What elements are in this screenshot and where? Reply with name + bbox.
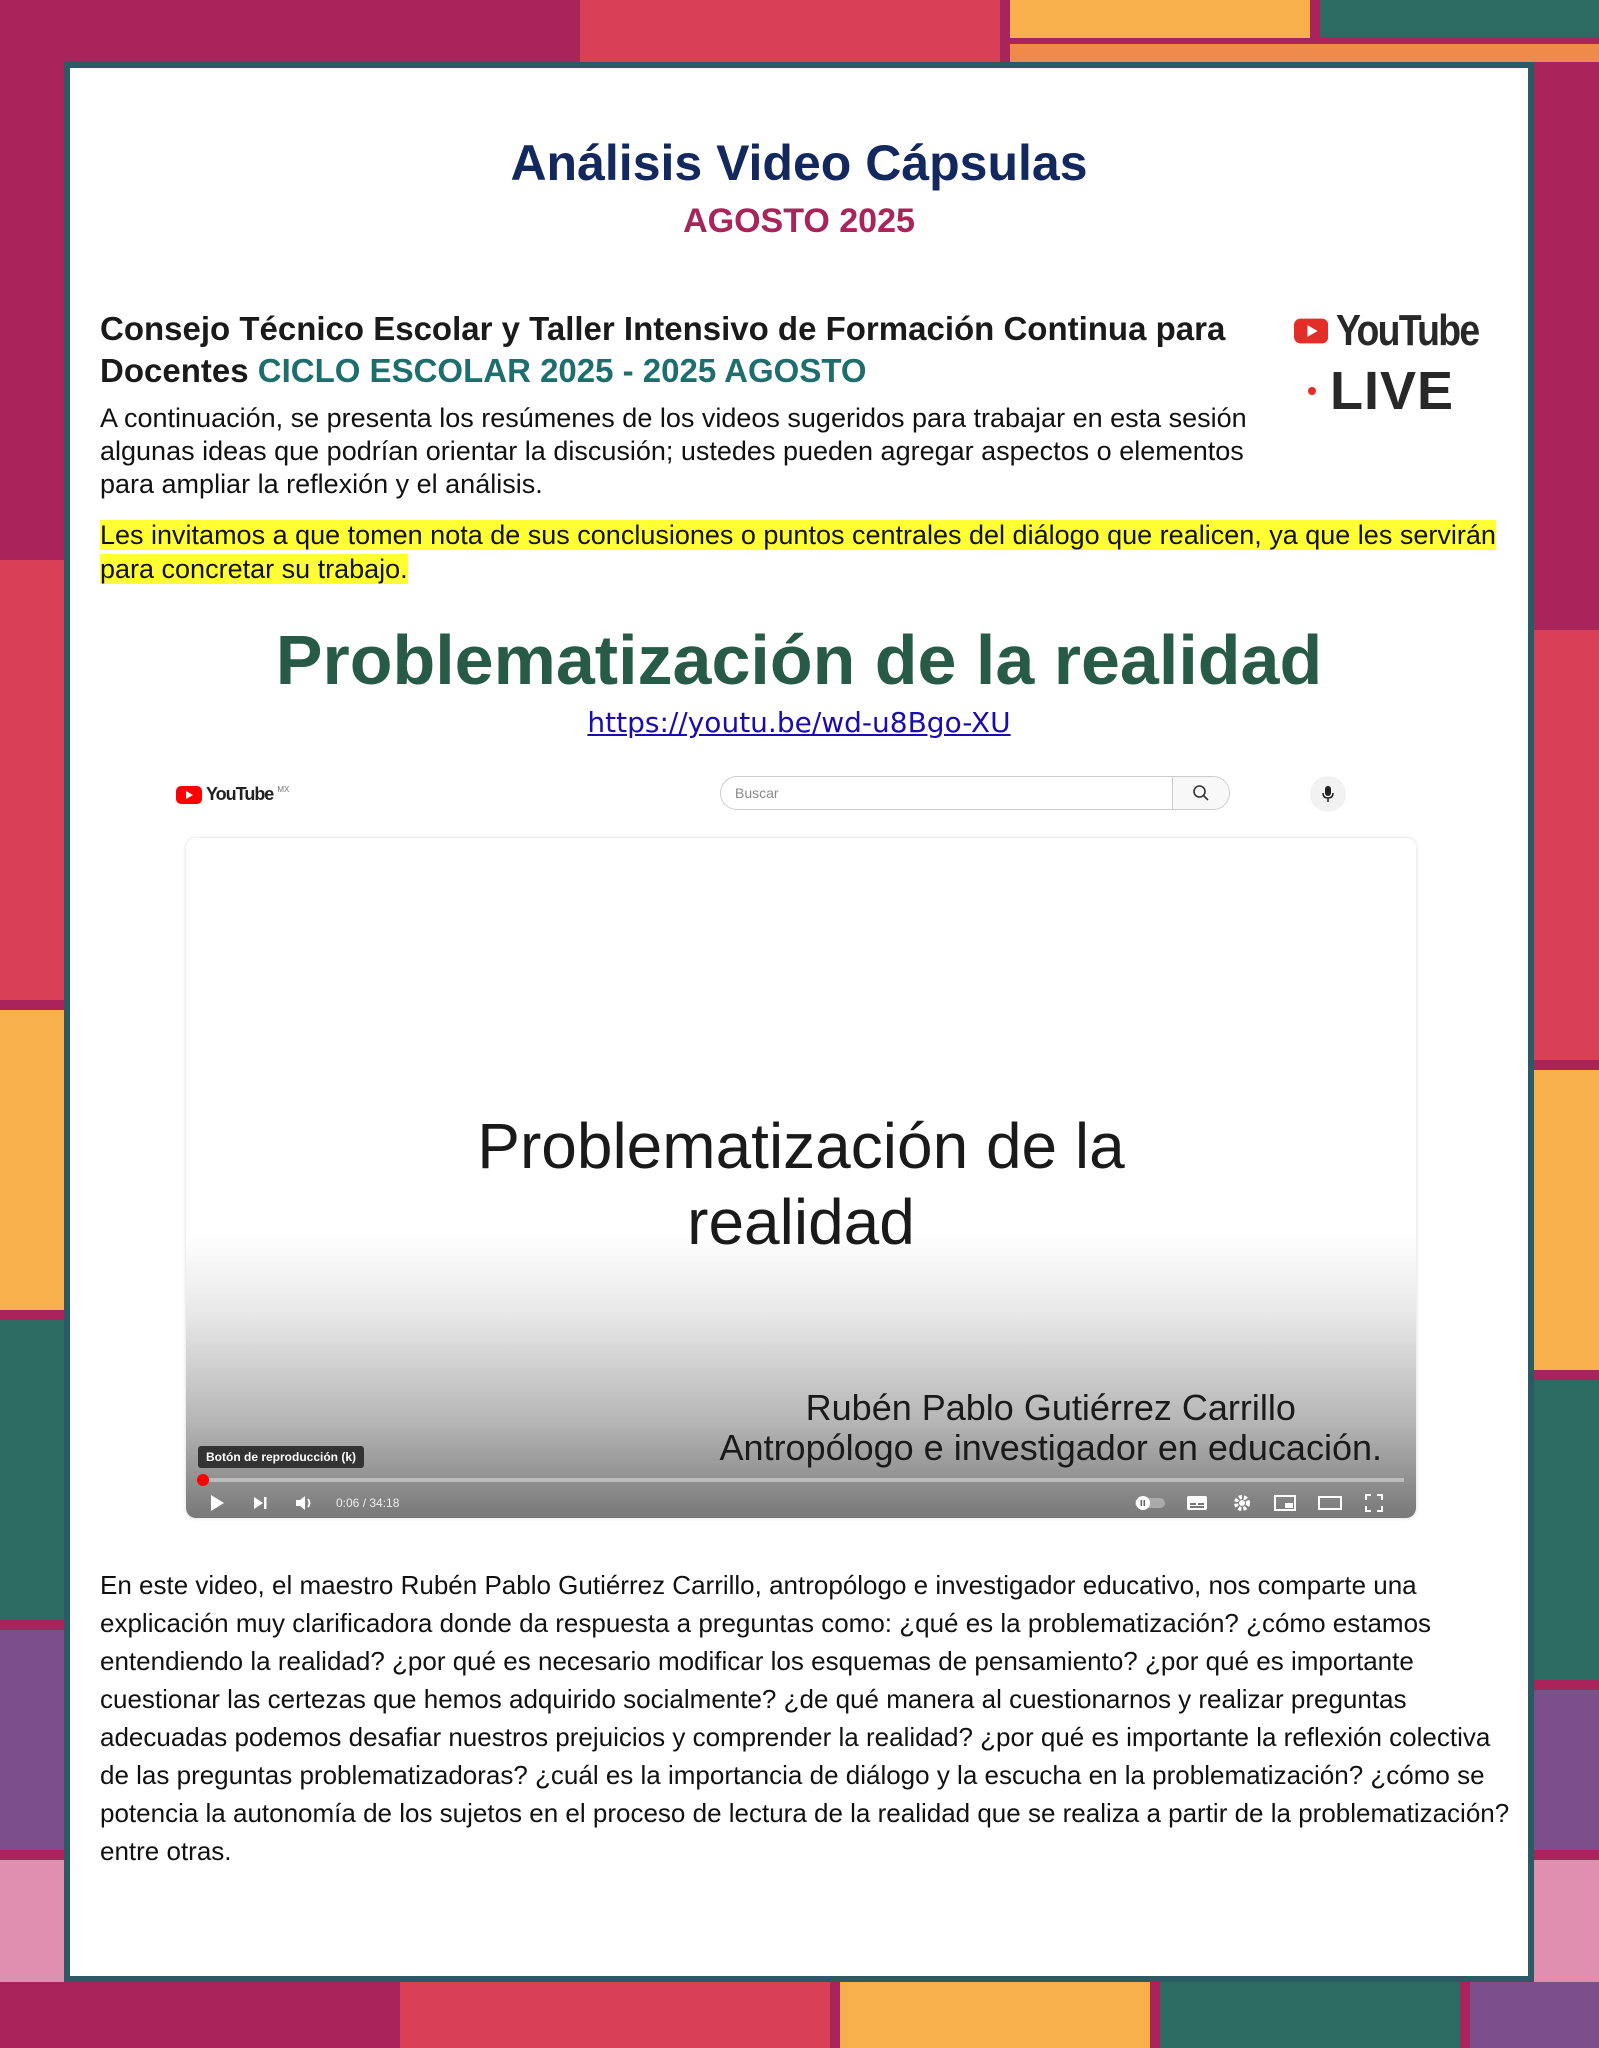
video-frame-author: [720, 1388, 1382, 1468]
bg-tile: [0, 1982, 390, 2048]
progress-scrubber[interactable]: [197, 1474, 209, 1486]
gear-icon: [1232, 1493, 1252, 1513]
miniplayer-button[interactable]: [1274, 1492, 1296, 1514]
bg-tile: [1534, 1380, 1599, 1680]
heading-main: Consejo Técnico Escolar y Taller Intensivo de Formación Continua para Docentes: [100, 310, 1226, 389]
video-player[interactable]: [186, 838, 1416, 1518]
live-label: LIVE: [1330, 361, 1455, 421]
play-icon: [208, 1493, 226, 1513]
youtube-live-logo: [1294, 306, 1504, 421]
bg-tile: [1010, 0, 1310, 38]
bg-tile: [1534, 1070, 1599, 1370]
autoplay-toggle-icon: [1134, 1495, 1166, 1511]
video-link[interactable]: https://youtu.be/wd-u8Bgo-XU: [587, 706, 1011, 739]
video-title: Problematización de la realidad: [275, 621, 1323, 699]
highlight-text: Les invitamos a que tomen nota de sus conclusiones o puntos centrales del diálogo que realicen, ya que les servirán para concretar su trabajo.: [100, 520, 1496, 584]
video-frame-title: [186, 1108, 1416, 1260]
youtube-header-bar: [160, 766, 1440, 822]
bg-tile: [1534, 630, 1599, 1060]
bg-tile: [1160, 1982, 1460, 2048]
fullscreen-button[interactable]: [1364, 1492, 1384, 1514]
author-role: Antropólogo e investigador en educación.: [719, 1427, 1382, 1468]
theater-mode-button[interactable]: [1318, 1492, 1342, 1514]
progress-bar[interactable]: [198, 1478, 1404, 1482]
play-tooltip: Botón de reproducción (k): [198, 1446, 364, 1468]
live-dot-icon: [1308, 387, 1316, 395]
autoplay-toggle[interactable]: [1134, 1492, 1166, 1514]
youtube-wordmark: YouTube: [1336, 306, 1479, 355]
volume-icon: [294, 1493, 316, 1513]
intro-paragraph: A continuación, se presenta los resúmenes de los videos sugeridos para trabajar en esta sesión algunas ideas que podrían orientar la discusión; ustedes pueden agregar aspectos o elementos para ampliar la reflexión y el análisis.: [100, 403, 1247, 499]
page-title: Análisis Video Cápsulas: [510, 135, 1088, 191]
bg-tile: [0, 1630, 64, 1850]
voice-search-button[interactable]: [1310, 776, 1346, 812]
theater-mode-icon: [1318, 1494, 1342, 1512]
section-heading: [100, 308, 1300, 392]
bg-tile: [0, 1320, 64, 1620]
fullscreen-icon: [1364, 1493, 1384, 1513]
miniplayer-icon: [1274, 1494, 1296, 1512]
youtube-play-icon: [1294, 308, 1328, 354]
bg-tile: [0, 560, 64, 1000]
search-input[interactable]: Buscar: [735, 785, 779, 801]
video-frame-title-line: Problematización de la: [477, 1110, 1125, 1182]
search-icon: [1192, 784, 1210, 802]
country-code: MX: [277, 785, 290, 794]
bg-tile: [580, 0, 1000, 62]
video-description: En este video, el maestro Rubén Pablo Gutiérrez Carrillo, antropólogo e investigador educativo, nos comparte una explicación muy clarificadora donde da respuesta a preguntas como: ¿qué es la problematización? ¿cómo estamos entendiendo la realidad? ¿por qué es necesario modificar los esquemas de pensamiento? ¿por qué es importante cuestionar las certezas que hemos adquirido socialmente? ¿de qué manera al cuestionarnos y realizar preguntas adecuadas podemos desafiar nuestros prejuicios y comprender la realidad? ¿por qué es importante la reflexión colectiva de las preguntas problematizadoras? ¿cuál es la importancia de diálogo y la escucha en la problematización? ¿cómo se potencia la autonomía de los sujetos en el proceso de lectura de la realidad que se realiza a partir de la problematización? entre otras.: [100, 1570, 1510, 1866]
bg-tile: [0, 0, 580, 62]
subtitles-icon: [1186, 1494, 1208, 1512]
bg-tile: [1534, 62, 1599, 622]
bg-tile: [400, 1982, 830, 2048]
next-icon: [252, 1493, 270, 1513]
bg-tile: [0, 62, 64, 552]
bg-tile: [1320, 0, 1599, 38]
bg-tile: [1470, 1982, 1599, 2048]
play-button[interactable]: [208, 1492, 226, 1514]
bg-tile: [840, 1982, 1150, 2048]
microphone-icon: [1321, 785, 1335, 803]
video-frame-title-line: realidad: [687, 1186, 915, 1258]
heading-accent: CICLO ESCOLAR 2025 - 2025 AGOSTO: [257, 352, 867, 389]
search-button[interactable]: [1172, 777, 1229, 809]
bg-tile: [1534, 1690, 1599, 1850]
youtube-play-icon: [176, 786, 202, 804]
youtube-logo[interactable]: [176, 784, 289, 805]
document-page: [64, 62, 1534, 1982]
page-subtitle: AGOSTO 2025: [683, 202, 915, 240]
volume-button[interactable]: [294, 1492, 316, 1514]
time-display: 0:06 / 34:18: [336, 1496, 400, 1510]
next-button[interactable]: [252, 1492, 270, 1514]
bg-tile: [1010, 44, 1599, 62]
highlight-note: [100, 518, 1500, 586]
player-controls: [186, 1488, 1416, 1518]
youtube-wordmark: YouTube: [206, 784, 274, 804]
settings-button[interactable]: [1232, 1492, 1252, 1514]
search-box: [720, 776, 1230, 810]
subtitles-button[interactable]: [1186, 1492, 1208, 1514]
bg-tile: [0, 1010, 64, 1310]
author-name: Rubén Pablo Gutiérrez Carrillo: [805, 1387, 1296, 1428]
